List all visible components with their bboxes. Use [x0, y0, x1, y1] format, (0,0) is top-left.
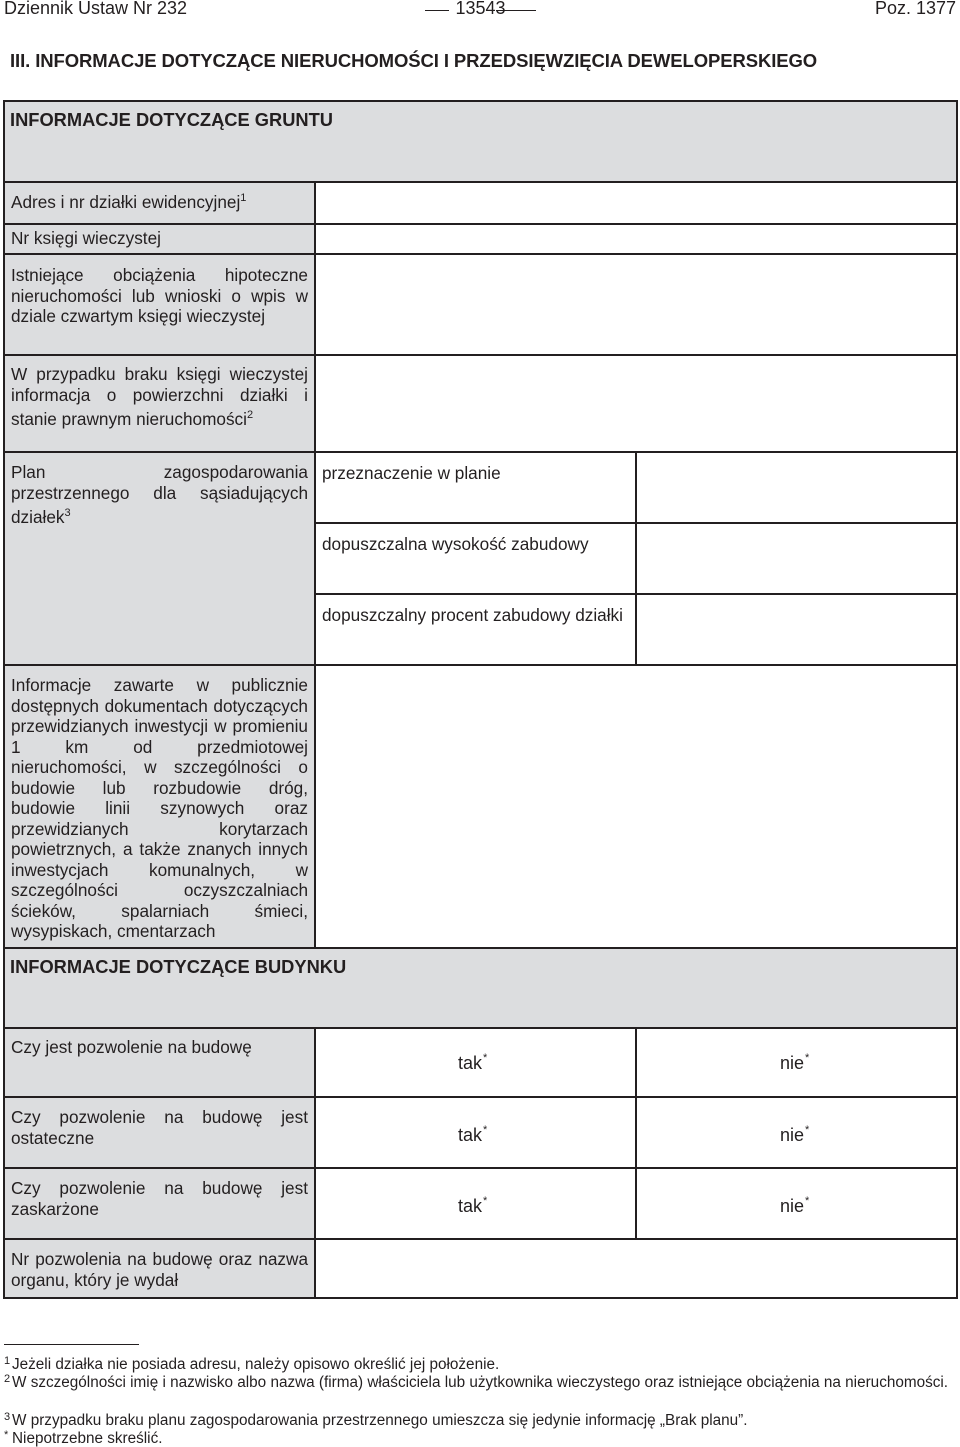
page-number: 13543	[433, 0, 528, 19]
permit-appealed-label: Czy pozwolenie na budowę jest zaskarżone	[11, 1178, 308, 1219]
land-register-label: Nr księgi wieczystej	[11, 228, 161, 248]
permit-exists-yes[interactable]: tak*	[458, 1052, 488, 1073]
footnote-rule	[4, 1344, 139, 1345]
permit-final-no[interactable]: nie*	[780, 1124, 810, 1145]
position-number: Poz. 1377	[874, 0, 956, 18]
permit-appealed-yes[interactable]: tak*	[458, 1195, 488, 1216]
footnote-1: 1 Jeżeli działka nie posiada adresu, należy opisowo określić jej położenie.	[4, 1355, 500, 1373]
permit-exists-no[interactable]: nie*	[780, 1052, 810, 1073]
plan-label: Plan zagospodarowania przestrzennego dla sąsiadujących działek$^3$	[11, 462, 308, 527]
footnote-2: 2 W szczególności imię i nazwisko albo nazwa (firma) właściciela lub użytkownika wieczystego oraz istniejące obciążenia na nieruchomości.	[4, 1373, 949, 1391]
address-label: Adres i nr działki ewidencyjnej$^1$	[11, 192, 247, 212]
land-title: INFORMACJE DOTYCZĄCE GRUNTU	[10, 109, 333, 130]
permit-final-label: Czy pozwolenie na budowę jest ostateczne	[11, 1107, 308, 1148]
journal-title: Dziennik Ustaw Nr 232	[4, 0, 188, 18]
permit-exists-label: Czy jest pozwolenie na budowę	[11, 1037, 252, 1057]
encumbrances-label: Istniejące obciążenia hipoteczne nieruchomości lub wnioski o wpis w dziale czwartym księgi wieczystej	[11, 265, 308, 326]
plan-purpose-label: przeznaczenie w planie	[322, 463, 501, 483]
building-title: INFORMACJE DOTYCZĄCE BUDYNKU	[10, 956, 347, 977]
permit-appealed-no[interactable]: nie*	[780, 1195, 810, 1216]
permit-number-label: Nr pozwolenia na budowę oraz nazwa organu, który je wydał	[11, 1249, 308, 1290]
plan-height-label: dopuszczalna wysokość zabudowy	[322, 534, 589, 554]
public-info-label: Informacje zawarte w publicznie dostępnych dokumentach dotyczących przewidzianych inwestycji w promieniu 1 km od przedmiotowej nieruchomości, w szczególności o budowie lub rozbudowie dróg, budowie linii szynowych oraz przewidzianych korytarzach powietrznych, a także znanych innych inwestycjach komunalnych, w szczególności oczyszczalniach ścieków, spalarniach śmieci, wysypiskach, cmentarzach	[11, 675, 308, 941]
no-register-label: W przypadku braku księgi wieczystej informacja o powierzchni działki i stanie prawnym nieruchomości$^2$	[11, 364, 308, 429]
permit-final-yes[interactable]: tak*	[458, 1124, 488, 1145]
footnote-asterisk: * Niepotrzebne skreślić.	[4, 1429, 163, 1447]
section-title: III. INFORMACJE DOTYCZĄCE NIERUCHOMOŚCI I PRZEDSIĘWZIĘCIA DEWELOPERSKIEGO	[10, 50, 818, 71]
footnote-3: 3 W przypadku braku planu zagospodarowania przestrzennego umieszcza się jedynie informację „Brak planu”.	[4, 1411, 748, 1429]
plan-percent-label: dopuszczalny procent zabudowy działki	[322, 605, 623, 625]
